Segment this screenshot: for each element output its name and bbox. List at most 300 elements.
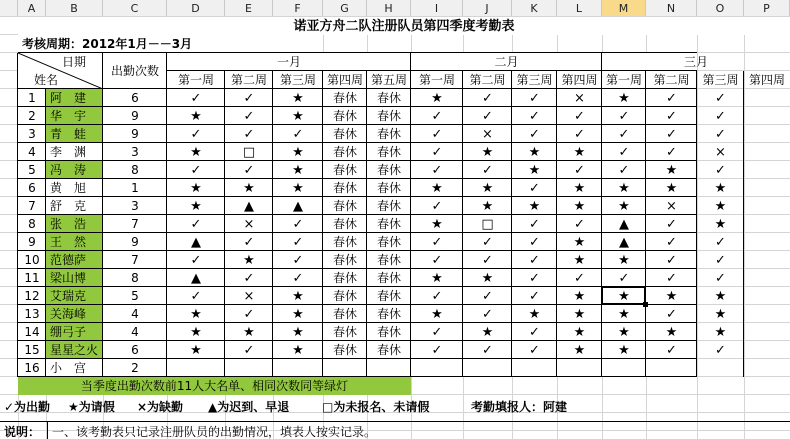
attendance-mark[interactable] — [273, 359, 323, 377]
row-number: 3 — [28, 127, 36, 141]
week-header: 第三周 — [516, 73, 553, 87]
attendance-mark[interactable]: ★ — [481, 144, 494, 160]
attendance-mark[interactable]: ★ — [292, 342, 304, 358]
attendance-mark[interactable]: ✓ — [190, 162, 202, 178]
attendance-mark[interactable]: ✓ — [529, 270, 540, 286]
attendance-mark[interactable]: ✓ — [482, 306, 493, 322]
attendance-mark[interactable]: ✓ — [618, 270, 630, 286]
attendance-mark[interactable]: ✓ — [715, 162, 726, 178]
table-border — [18, 160, 697, 161]
attendance-count: 9 — [131, 127, 139, 141]
attendance-mark[interactable]: ★ — [573, 324, 586, 340]
column-header-m[interactable]: M — [602, 0, 646, 17]
attendance-mark[interactable]: ★ — [618, 90, 630, 106]
attendance-count: 5 — [131, 289, 139, 303]
member-name[interactable]: 绷弓子 — [46, 323, 103, 341]
legend-unregistered: □为未报名、未请假 — [322, 400, 430, 414]
attendance-mark[interactable]: ★ — [528, 306, 541, 322]
attendance-mark[interactable]: ★ — [573, 234, 586, 250]
attendance-mark[interactable]: ✓ — [666, 108, 677, 124]
attendance-mark[interactable] — [225, 359, 273, 377]
attendance-mark[interactable]: ✓ — [529, 90, 540, 106]
attendance-mark[interactable]: ★ — [665, 288, 678, 304]
attendance-mark[interactable]: ✓ — [243, 90, 255, 106]
attendance-mark[interactable]: ✓ — [431, 162, 443, 178]
week-header: 第五周 — [370, 73, 407, 87]
attendance-mark[interactable]: ★ — [243, 180, 255, 196]
attendance-mark[interactable]: 春休 — [376, 343, 401, 357]
attendance-mark[interactable]: ★ — [431, 216, 443, 232]
attendance-mark[interactable]: 春休 — [376, 91, 401, 105]
attendance-mark[interactable]: 春休 — [376, 217, 401, 231]
attendance-mark[interactable]: ★ — [243, 324, 255, 340]
column-header-h[interactable]: H — [367, 0, 411, 17]
attendance-mark[interactable] — [744, 89, 790, 107]
attendance-mark[interactable]: ✓ — [715, 108, 726, 124]
attendance-mark[interactable]: ✓ — [666, 252, 677, 268]
attendance-mark[interactable]: ✓ — [529, 126, 540, 142]
attendance-mark[interactable]: 春休 — [376, 289, 401, 303]
attendance-mark[interactable]: ★ — [714, 216, 727, 232]
attendance-mark[interactable]: 春休 — [332, 199, 357, 213]
attendance-mark[interactable]: ★ — [665, 324, 678, 340]
attendance-mark[interactable]: ✓ — [715, 342, 726, 358]
attendance-mark[interactable]: ★ — [190, 144, 202, 160]
attendance-mark[interactable]: 春休 — [332, 217, 357, 231]
column-header-p[interactable]: P — [744, 0, 790, 17]
attendance-mark[interactable] — [646, 359, 697, 377]
attendance-mark[interactable]: 春休 — [332, 145, 357, 159]
attendance-mark[interactable]: ★ — [190, 306, 202, 322]
attendance-mark[interactable]: ✓ — [190, 90, 202, 106]
note-label: 说明： — [4, 424, 41, 439]
attendance-mark[interactable]: ▲ — [191, 270, 201, 286]
attendance-mark[interactable] — [744, 161, 790, 179]
attendance-mark[interactable]: ★ — [292, 288, 304, 304]
attendance-mark[interactable]: 春休 — [376, 199, 401, 213]
week-header: 第一周 — [177, 73, 214, 87]
row-number: 16 — [24, 361, 40, 375]
column-header-g[interactable]: G — [323, 0, 367, 17]
attendance-mark[interactable]: ★ — [190, 324, 202, 340]
table-border — [18, 52, 697, 53]
row-number: 15 — [24, 343, 40, 357]
attendance-mark[interactable] — [744, 269, 790, 287]
attendance-mark[interactable]: ✓ — [574, 216, 585, 232]
attendance-mark[interactable]: 春休 — [376, 253, 401, 267]
attendance-mark[interactable]: 春休 — [332, 235, 357, 249]
attendance-mark[interactable]: ★ — [431, 180, 443, 196]
attendance-mark[interactable]: ★ — [190, 342, 202, 358]
column-header-a[interactable]: A — [18, 0, 46, 17]
attendance-mark[interactable]: ✓ — [431, 144, 443, 160]
attendance-mark[interactable]: ✓ — [190, 216, 202, 232]
attendance-mark[interactable]: × — [482, 126, 493, 142]
member-name[interactable]: 青 蛙 — [46, 125, 103, 143]
member-name[interactable]: 阿 建 — [46, 89, 103, 107]
attendance-count: 6 — [131, 91, 139, 105]
attendance-mark[interactable]: ✓ — [529, 288, 540, 304]
attendance-mark[interactable]: ✓ — [618, 162, 630, 178]
attendance-mark[interactable]: 春休 — [332, 271, 357, 285]
column-header-l[interactable]: L — [557, 0, 602, 17]
attendance-mark[interactable]: 春休 — [376, 181, 401, 195]
attendance-mark[interactable]: ✓ — [715, 270, 726, 286]
attendance-mark[interactable]: ✓ — [529, 342, 540, 358]
attendance-mark[interactable] — [167, 359, 225, 377]
note-text: 一、该考勤表只记录注册队员的出勤情况，填表人按实记录。 — [52, 424, 377, 439]
table-border — [743, 71, 744, 377]
attendance-mark[interactable]: ★ — [618, 252, 630, 268]
attendance-mark[interactable]: ▲ — [293, 198, 303, 214]
attendance-mark[interactable]: ✓ — [618, 126, 630, 142]
selected-cell[interactable] — [601, 286, 646, 305]
attendance-mark[interactable]: ★ — [528, 198, 541, 214]
attendance-mark[interactable]: ✓ — [482, 234, 493, 250]
attendance-mark[interactable]: 春休 — [376, 163, 401, 177]
attendance-mark[interactable]: ★ — [618, 180, 630, 196]
member-name[interactable]: 范德萨 — [46, 251, 103, 269]
attendance-mark[interactable]: ★ — [665, 180, 678, 196]
attendance-count: 6 — [131, 343, 139, 357]
table-border — [18, 88, 697, 89]
attendance-mark[interactable]: ✓ — [482, 108, 493, 124]
attendance-mark[interactable]: ✓ — [292, 252, 304, 268]
column-header-e[interactable]: E — [225, 0, 273, 17]
attendance-mark[interactable]: ★ — [573, 288, 586, 304]
attendance-mark[interactable]: ✓ — [431, 108, 443, 124]
member-name[interactable]: 华 宇 — [46, 107, 103, 125]
attendance-mark[interactable]: ★ — [714, 180, 727, 196]
attendance-mark[interactable]: ★ — [190, 108, 202, 124]
attendance-mark[interactable]: ★ — [190, 180, 202, 196]
table-border — [18, 268, 697, 269]
member-name[interactable]: 艾瑞克 — [46, 287, 103, 305]
attendance-count: 4 — [131, 325, 139, 339]
attendance-mark[interactable] — [744, 197, 790, 215]
member-name[interactable]: 梁山博 — [46, 269, 103, 287]
attendance-mark[interactable]: × — [715, 144, 726, 160]
column-header-d[interactable]: D — [167, 0, 225, 17]
row-number: 5 — [28, 163, 36, 177]
attendance-mark[interactable]: ✓ — [431, 288, 443, 304]
row-number: 8 — [28, 217, 36, 231]
attendance-count: 1 — [131, 181, 139, 195]
attendance-mark[interactable] — [744, 305, 790, 323]
attendance-mark[interactable]: ★ — [481, 180, 494, 196]
month-header: 一月 — [276, 55, 301, 69]
attendance-mark[interactable]: ✓ — [431, 198, 443, 214]
attendance-mark[interactable]: ✓ — [431, 324, 443, 340]
member-name[interactable]: 王 然 — [46, 233, 103, 251]
month-header: 二月 — [494, 55, 519, 69]
attendance-mark[interactable] — [744, 341, 790, 359]
attendance-mark[interactable]: ★ — [292, 180, 304, 196]
attendance-mark[interactable]: 春休 — [376, 145, 401, 159]
attendance-mark[interactable]: ▲ — [619, 216, 629, 232]
column-header-i[interactable]: I — [411, 0, 463, 17]
attendance-mark[interactable]: ✓ — [715, 252, 726, 268]
attendance-mark[interactable]: ★ — [665, 162, 678, 178]
attendance-mark[interactable]: ✓ — [666, 342, 677, 358]
member-name[interactable]: 关海峰 — [46, 305, 103, 323]
attendance-count: 4 — [131, 307, 139, 321]
table-border — [556, 71, 557, 377]
attendance-mark[interactable]: ✓ — [715, 90, 726, 106]
attendance-mark[interactable] — [744, 233, 790, 251]
attendance-mark[interactable]: ★ — [243, 252, 255, 268]
attendance-mark[interactable]: 春休 — [376, 271, 401, 285]
attendance-mark[interactable] — [512, 359, 557, 377]
attendance-mark[interactable]: ✓ — [529, 108, 540, 124]
legend-leave: ★为请假 — [68, 400, 115, 414]
attendance-mark[interactable]: ✓ — [666, 126, 677, 142]
week-header: 第三周 — [702, 73, 739, 87]
attendance-mark[interactable]: ✓ — [243, 162, 255, 178]
table-border — [17, 53, 18, 377]
attendance-mark[interactable]: ✓ — [574, 270, 585, 286]
attendance-mark[interactable]: 春休 — [376, 235, 401, 249]
attendance-mark[interactable]: × — [574, 90, 585, 106]
attendance-count: 9 — [131, 235, 139, 249]
attendance-mark[interactable]: ✓ — [431, 342, 443, 358]
attendance-mark[interactable]: ✓ — [618, 108, 630, 124]
attendance-mark[interactable]: ✓ — [292, 216, 304, 232]
attendance-mark[interactable]: 春休 — [376, 307, 401, 321]
attendance-mark[interactable]: ✓ — [666, 216, 677, 232]
week-header: 第四周 — [326, 73, 363, 87]
attendance-mark[interactable]: ✓ — [666, 234, 677, 250]
attendance-count: 7 — [131, 253, 139, 267]
attendance-mark[interactable]: ✓ — [243, 108, 255, 124]
attendance-mark[interactable]: ✓ — [292, 270, 304, 286]
attendance-mark[interactable]: ✓ — [431, 252, 443, 268]
attendance-mark[interactable]: ✓ — [715, 126, 726, 142]
row-number: 14 — [24, 325, 40, 339]
attendance-mark[interactable]: ★ — [618, 306, 630, 322]
table-border — [410, 53, 411, 377]
week-header: 第一周 — [605, 73, 642, 87]
date-header-label: 日期 — [61, 55, 86, 69]
attendance-mark[interactable]: ✓ — [482, 90, 493, 106]
attendance-mark[interactable]: ★ — [618, 342, 630, 358]
attendance-mark[interactable]: ▲ — [191, 234, 201, 250]
attendance-mark[interactable]: ★ — [292, 162, 304, 178]
attendance-mark[interactable] — [744, 251, 790, 269]
attendance-mark[interactable] — [744, 323, 790, 341]
attendance-mark[interactable]: ★ — [292, 108, 304, 124]
attendance-mark[interactable]: ★ — [573, 180, 586, 196]
attendance-mark[interactable]: ✓ — [574, 162, 585, 178]
attendance-mark[interactable]: ★ — [481, 198, 494, 214]
attendance-mark[interactable]: ✓ — [529, 324, 540, 340]
attendance-mark[interactable]: ▲ — [244, 198, 254, 214]
attendance-count: 3 — [131, 145, 139, 159]
attendance-mark[interactable]: ★ — [714, 288, 727, 304]
attendance-mark[interactable]: ★ — [714, 324, 727, 340]
attendance-count: 7 — [131, 217, 139, 231]
attendance-mark[interactable] — [557, 359, 602, 377]
attendance-mark[interactable] — [323, 359, 367, 377]
attendance-mark[interactable]: ★ — [573, 198, 586, 214]
table-border — [511, 71, 512, 377]
table-border — [366, 71, 367, 377]
attendance-mark[interactable]: ✓ — [243, 306, 255, 322]
attendance-mark[interactable]: ✓ — [482, 252, 493, 268]
attendance-mark[interactable]: × — [243, 288, 255, 304]
fill-handle[interactable] — [643, 302, 648, 307]
member-name[interactable]: 舒 克 — [50, 199, 87, 213]
attendance-mark[interactable]: 春休 — [332, 253, 357, 267]
attendance-mark[interactable]: □ — [481, 216, 494, 232]
row-number: 13 — [24, 307, 40, 321]
note-top-border — [0, 421, 790, 422]
attendance-mark[interactable]: ✓ — [482, 342, 493, 358]
attendance-mark[interactable]: ✓ — [666, 306, 677, 322]
attendance-mark[interactable]: ★ — [431, 306, 443, 322]
attendance-mark[interactable]: ★ — [431, 90, 443, 106]
attendance-mark[interactable]: 春休 — [332, 325, 357, 339]
attendance-mark[interactable]: ✓ — [529, 234, 540, 250]
attendance-mark[interactable]: ★ — [573, 342, 586, 358]
attendance-mark[interactable]: ★ — [528, 162, 541, 178]
attendance-mark[interactable]: ✓ — [190, 288, 202, 304]
attendance-mark[interactable]: ✓ — [243, 342, 255, 358]
table-border — [18, 358, 697, 359]
period-label: 考核周期：2012年1月－－3月 — [18, 35, 323, 53]
member-name[interactable]: 星星之火 — [46, 341, 103, 359]
member-name[interactable]: 冯 涛 — [46, 161, 103, 179]
column-header-n[interactable]: N — [646, 0, 697, 17]
attendance-mark[interactable]: ✓ — [618, 144, 630, 160]
row-number: 2 — [28, 109, 36, 123]
attendance-mark[interactable]: ★ — [292, 324, 304, 340]
attendance-mark[interactable] — [744, 215, 790, 233]
attendance-mark[interactable]: ★ — [618, 288, 630, 304]
attendance-mark[interactable]: ✓ — [243, 270, 255, 286]
attendance-mark[interactable]: ✓ — [666, 90, 677, 106]
attendance-mark[interactable]: 春休 — [332, 289, 357, 303]
attendance-mark[interactable]: ✓ — [431, 126, 443, 142]
member-name[interactable]: 小 宫 — [50, 361, 87, 375]
attendance-mark[interactable]: ★ — [190, 198, 202, 214]
attendance-mark[interactable]: ✓ — [666, 270, 677, 286]
attendance-mark[interactable] — [744, 107, 790, 125]
attendance-mark[interactable] — [602, 359, 646, 377]
table-border — [18, 124, 697, 125]
attendance-mark[interactable]: 春休 — [332, 163, 357, 177]
attendance-mark[interactable]: ✓ — [666, 144, 677, 160]
attendance-mark[interactable]: ★ — [292, 90, 304, 106]
attendance-mark[interactable]: ★ — [292, 306, 304, 322]
attendance-mark[interactable]: ✓ — [529, 180, 540, 196]
corner-select-all[interactable] — [0, 0, 18, 17]
member-name[interactable]: 张 浩 — [46, 215, 103, 233]
attendance-mark[interactable] — [744, 359, 790, 377]
attendance-mark[interactable]: ✓ — [190, 126, 202, 142]
attendance-mark[interactable]: ★ — [431, 270, 443, 286]
attendance-mark[interactable]: × — [243, 216, 255, 232]
member-name[interactable]: 李 渊 — [50, 145, 87, 159]
column-header-j[interactable]: J — [463, 0, 512, 17]
week-header: 第二周 — [230, 73, 267, 87]
attendance-mark[interactable]: 春休 — [376, 109, 401, 123]
attendance-mark[interactable]: ★ — [528, 144, 541, 160]
attendance-mark[interactable] — [744, 179, 790, 197]
attendance-mark[interactable]: ✓ — [292, 126, 304, 142]
attendance-mark[interactable] — [697, 359, 744, 377]
attendance-mark[interactable] — [367, 359, 411, 377]
attendance-mark[interactable]: ★ — [481, 270, 494, 286]
attendance-mark[interactable]: ★ — [714, 198, 727, 214]
attendance-mark[interactable]: 春休 — [332, 109, 357, 123]
attendance-mark[interactable]: ★ — [481, 324, 494, 340]
attendance-mark[interactable]: 春休 — [332, 181, 357, 195]
attendance-mark[interactable]: □ — [242, 144, 256, 160]
attendance-mark[interactable]: ★ — [573, 306, 586, 322]
attendance-mark[interactable]: ★ — [618, 198, 630, 214]
attendance-mark[interactable]: 春休 — [332, 127, 357, 141]
row-number: 11 — [24, 271, 40, 285]
attendance-mark[interactable]: ✓ — [482, 288, 493, 304]
attendance-count: 3 — [131, 199, 139, 213]
attendance-mark[interactable]: ✓ — [574, 126, 585, 142]
attendance-mark[interactable]: 春休 — [332, 307, 357, 321]
attendance-mark[interactable]: ✓ — [243, 126, 255, 142]
attendance-mark[interactable]: ★ — [573, 252, 586, 268]
attendance-mark[interactable]: ▲ — [619, 234, 629, 250]
attendance-mark[interactable]: ✓ — [243, 234, 255, 250]
column-header-b[interactable]: B — [46, 0, 103, 17]
table-border — [18, 196, 697, 197]
attendance-mark[interactable]: ✓ — [292, 234, 304, 250]
attendance-mark[interactable] — [744, 287, 790, 305]
attendance-count: 8 — [131, 163, 139, 177]
column-header-f[interactable]: F — [273, 0, 323, 17]
attendance-mark[interactable]: ✓ — [574, 108, 585, 124]
highlight-banner: 当季度出勤次数前11人大名单、相同次数同等绿灯 — [18, 377, 411, 395]
attendance-mark[interactable]: ★ — [292, 144, 304, 160]
attendance-mark[interactable]: ✓ — [529, 216, 540, 232]
attendance-mark[interactable]: 春休 — [332, 343, 357, 357]
table-border — [18, 340, 697, 341]
attendance-mark[interactable] — [744, 143, 790, 161]
attendance-mark[interactable]: 春休 — [332, 91, 357, 105]
attendance-mark[interactable]: 春休 — [376, 325, 401, 339]
attendance-mark[interactable]: ★ — [573, 144, 586, 160]
attendance-mark[interactable]: ✓ — [482, 162, 493, 178]
column-header-o[interactable]: O — [697, 0, 744, 17]
table-border — [18, 214, 697, 215]
member-name[interactable]: 黄 旭 — [50, 181, 87, 195]
attendance-mark[interactable] — [463, 359, 512, 377]
column-header-c[interactable]: C — [103, 0, 167, 17]
table-border — [18, 232, 697, 233]
attendance-mark[interactable]: ★ — [714, 306, 727, 322]
attendance-mark[interactable] — [411, 359, 463, 377]
attendance-mark[interactable]: ✓ — [431, 234, 443, 250]
attendance-mark[interactable]: ★ — [618, 324, 630, 340]
column-header-k[interactable]: K — [512, 0, 557, 17]
attendance-mark[interactable]: ✓ — [529, 252, 540, 268]
attendance-mark[interactable]: × — [666, 198, 677, 214]
attendance-mark[interactable] — [744, 125, 790, 143]
header-diagonal — [18, 53, 103, 92]
table-border — [18, 286, 697, 287]
attendance-mark[interactable]: ✓ — [190, 252, 202, 268]
attendance-mark[interactable]: ✓ — [715, 234, 726, 250]
attendance-mark[interactable]: 春休 — [376, 127, 401, 141]
